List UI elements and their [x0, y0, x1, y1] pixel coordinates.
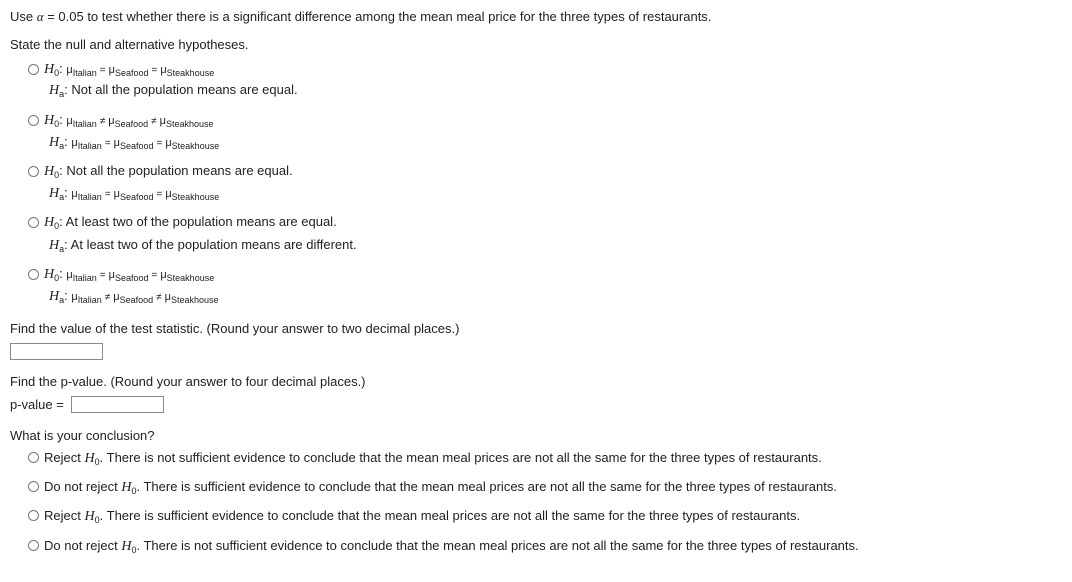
hypothesis-option-5-radio[interactable] [28, 269, 39, 280]
hypotheses-prompt: State the null and alternative hypotheses. [10, 37, 249, 52]
conclusion-option-4-radio[interactable] [28, 540, 39, 551]
conclusion-option-3: Reject $H_0$. There is sufficient evidence to conclude that the mean meal prices are not all the same for the three types of restaurants. [44, 508, 801, 525]
conclusion-option-3-radio[interactable] [28, 510, 39, 521]
intro-prefix: Use [10, 9, 34, 24]
intro-suffix: = 0.05 to test whether there is a significant difference among the mean meal price for the three types of restaurants. [47, 9, 712, 24]
conclusion-option-1: Reject $H_0$. There is not sufficient evidence to conclude that the mean meal prices are not all the same for the three types of restaurants. [44, 450, 822, 467]
conclusion-option-2-radio[interactable] [28, 481, 39, 492]
hypothesis-option-1-null: $H_0$: $\mu_{Italian} = \mu_{Seafood} = \mu_{Steakhouse}$ [44, 61, 215, 78]
alpha-statement [10, 9, 711, 25]
pvalue-label: p-value = [10, 397, 64, 412]
conclusion-option-2: Do not reject $H_0$. There is sufficient evidence to conclude that the mean meal prices are not all the same for the three types of restaurants. [44, 479, 837, 496]
test-statistic-input[interactable] [10, 343, 103, 360]
conclusion-prompt: What is your conclusion? [10, 428, 155, 443]
alpha-symbol: α [36, 9, 44, 24]
hypothesis-option-2-radio[interactable] [28, 115, 39, 126]
hypothesis-option-1-radio[interactable] [28, 64, 39, 75]
hypothesis-option-3-null: $H_0$: Not all the population means are equal. [44, 163, 293, 180]
pvalue-input[interactable] [71, 396, 164, 413]
hypothesis-option-5-null: $H_0$: $\mu_{Italian} = \mu_{Seafood} = \mu_{Steakhouse}$ [44, 266, 215, 283]
hypothesis-option-1-alt: $H_a$: Not all the population means are equal. [49, 82, 298, 99]
hypothesis-option-4-alt: $H_a$: At least two of the population means are different. [49, 237, 357, 254]
test-statistic-prompt: Find the value of the test statistic. (Round your answer to two decimal places.) [10, 321, 460, 336]
conclusion-option-4: Do not reject $H_0$. There is not sufficient evidence to conclude that the mean meal prices are not all the same for the three types of restaurants. [44, 538, 859, 555]
hypothesis-option-2-alt: $H_a$: $\mu_{Italian} = \mu_{Seafood} = \mu_{Steakhouse}$ [49, 134, 220, 151]
hypothesis-option-2-null: $H_0$: $\mu_{Italian} \ne \mu_{Seafood} \ne \mu_{Steakhouse}$ [44, 112, 214, 129]
hypothesis-option-4-radio[interactable] [28, 217, 39, 228]
hypothesis-option-5-alt: $H_a$: $\mu_{Italian} \ne \mu_{Seafood} \ne \mu_{Steakhouse}$ [49, 288, 219, 305]
pvalue-prompt: Find the p-value. (Round your answer to four decimal places.) [10, 374, 366, 389]
hypothesis-option-4-null: $H_0$: At least two of the population means are equal. [44, 214, 337, 231]
hypothesis-option-3-radio[interactable] [28, 166, 39, 177]
hypothesis-option-3-alt: $H_a$: $\mu_{Italian} = \mu_{Seafood} = \mu_{Steakhouse}$ [49, 185, 220, 202]
conclusion-option-1-radio[interactable] [28, 452, 39, 463]
